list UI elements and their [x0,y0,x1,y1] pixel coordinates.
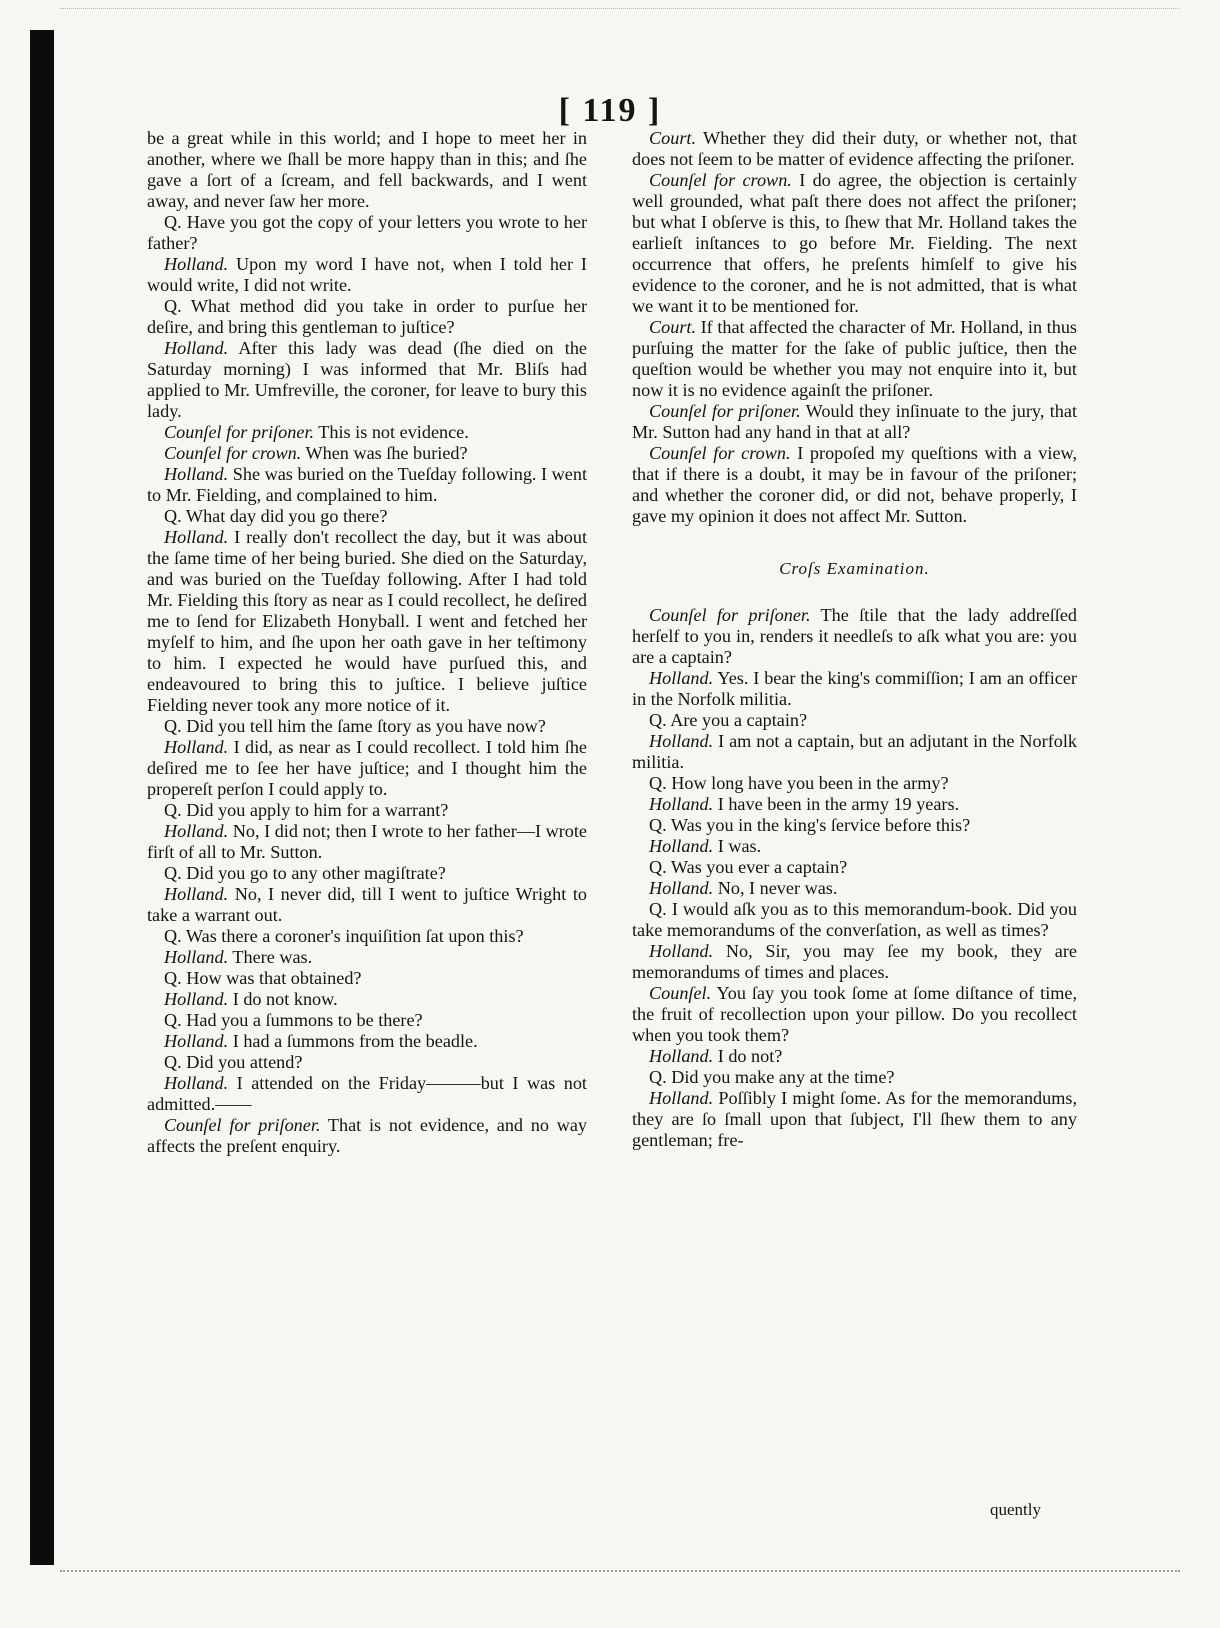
paragraph [147,527,587,716]
paragraph-text: Did you attend? [186,1052,303,1072]
paragraph [147,1010,587,1031]
speaker-label: Q. [164,296,182,316]
paragraph [632,815,1077,836]
speaker-label: Q. [649,815,667,835]
paragraph [147,737,587,800]
speaker-label: Holland. [164,254,229,274]
paragraph [632,317,1077,401]
paragraph [147,884,587,926]
speaker-label: Q. [164,212,182,232]
paragraph [147,212,587,254]
speaker-label: Holland. [649,1088,714,1108]
page-number: [ 119 ] [558,92,662,129]
paragraph-text: Had you a ſummons to be there? [186,1010,423,1030]
speaker-label: Holland. [649,1046,714,1066]
paragraph [632,170,1077,317]
paragraph-text: She was buried on the Tueſday following. I went to Mr. Fielding, and complained to him. [147,464,588,505]
speaker-label: Q. [164,506,182,526]
speaker-label: Holland. [649,836,714,856]
paragraph-text: I have been in the army 19 years. [717,794,960,814]
paragraph [147,443,587,464]
paragraph-text: If that affected the character of Mr. Holland, in thus purſuing the matter for the ſake of public juſtice, then the queſtion would be whether you may not enquire into it, but now it is no evidence againſt the priſoner. [632,317,1077,400]
paragraph-text: I had a ſummons from the beadle. [232,1031,478,1051]
paragraph-text: No, I did not; then I wrote to her father—I wrote firſt of all to Mr. Sutton. [147,821,588,862]
paragraph-text: I attended on the Friday———but I was not admitted.—— [147,1073,587,1114]
speaker-label: Counſel for crown. [649,443,791,463]
paragraph-text: When was ſhe buried? [305,443,468,463]
paragraph [632,443,1077,527]
paragraph [632,668,1077,710]
speaker-label: Holland. [649,941,714,961]
paragraph [632,1067,1077,1088]
speaker-label: Holland. [164,884,229,904]
speaker-label: Court. [649,128,696,148]
paragraph [147,338,587,422]
right-column-lower [632,605,1077,1151]
speaker-label: Q. [649,773,667,793]
paragraph-text: I do agree, the objection is certainly well grounded, what paſt there does not affect the priſoner; but what I obſerve is this, to ſhew that Mr. Holland takes the earlieſt inſtances to go before Mr. Fielding. The next occurrence that offers, he preſents himſelf to give his evidence to the coroner, and he is not admitted, that is what we want it to be mentioned for. [632,170,1078,316]
paragraph [632,857,1077,878]
speaker-label: Holland. [164,1073,229,1093]
paragraph [632,710,1077,731]
right-column-upper [632,128,1077,527]
speaker-label: Q. [649,899,667,919]
paragraph-text: Would they inſinuate to the jury, that Mr. Sutton had any hand in that at all? [632,401,1078,442]
paragraph [632,899,1077,941]
paragraph-text: Poſſibly I might ſome. As for the memorandums, they are ſo ſmall upon that ſubject, I'll ſhew them to any gentleman; fre- [632,1088,1078,1150]
paragraph [147,989,587,1010]
speaker-label: Holland. [164,527,229,547]
speaker-label: Holland. [164,821,229,841]
paragraph [147,1073,587,1115]
paragraph-text: Did you make any at the time? [671,1067,895,1087]
paragraph [147,422,587,443]
paragraph-text: After this lady was dead (ſhe died on the Saturday morning) I was informed that Mr. Bliſs had applied to Mr. Umfreville, the coroner, for leave to bury this lady. [147,338,587,421]
paragraph [632,401,1077,443]
paragraph [632,983,1077,1046]
paragraph-text: Was you ever a captain? [670,857,848,877]
speaker-label: Counſel for priſoner. [649,605,811,625]
paragraph-text: I do not know. [232,989,338,1009]
paragraph-text: Did you apply to him for a warrant? [186,800,449,820]
speaker-label: Holland. [164,338,229,358]
speaker-label: Holland. [649,668,714,688]
paragraph [147,821,587,863]
paragraph [632,128,1077,170]
paragraph [147,800,587,821]
paragraph [632,731,1077,773]
paragraph-text: There was. [232,947,313,967]
paragraph [147,128,587,212]
paragraph [147,506,587,527]
speaker-label: Counſel for priſoner. [164,1115,321,1135]
scan-noise-top [60,8,1180,11]
paragraph-text: No, Sir, you may ſee my book, they are memorandums of times and places. [632,941,1077,982]
paragraph [632,605,1077,668]
paragraph [147,716,587,737]
speaker-label: Holland. [649,878,714,898]
paragraph [147,947,587,968]
paragraph-text: Whether they did their duty, or whether not, that does not ſeem to be matter of evidence affecting the priſoner. [632,128,1077,169]
paragraph-text: You ſay you took ſome at ſome diſtance of time, the fruit of recollection upon your pillow. Do you recollect when you took them? [632,983,1078,1045]
catchword: quently [990,1500,1041,1519]
paragraph [147,926,587,947]
speaker-label: Q. [164,716,182,736]
speaker-label: Q. [164,1052,182,1072]
speaker-label: Q. [164,926,182,946]
speaker-label: Counſel for crown. [649,170,792,190]
paragraph-text: The ſtile that the lady addreſſed herſelf to you in, renders it needleſs to aſk what you are: you are a captain? [632,605,1077,667]
paragraph [632,878,1077,899]
paragraph-text: be a great while in this world; and I hope to meet her in another, where we ſhall be more happy than in this; and ſhe gave a ſort of a ſcream, and fell backwards, and I went away, and never ſaw her more. [147,128,587,211]
paragraph [632,1046,1077,1067]
book-binding-edge [30,30,54,1565]
paragraph [632,794,1077,815]
paragraph-text: Did you tell him the ſame ſtory as you have now? [186,716,546,736]
speaker-label: Counſel for priſoner. [649,401,801,421]
speaker-label: Holland. [649,731,714,751]
paragraph-text: What method did you take in order to purſue her deſire, and bring this gentleman to juſtice? [147,296,587,337]
paragraph-text: Was there a coroner's inquiſition ſat upon this? [185,926,524,946]
paragraph [147,1115,587,1157]
speaker-label: Q. [164,1010,182,1030]
paragraph-text: Was you in the king's ſervice before this? [670,815,971,835]
paragraph-text: No, I never was. [717,878,838,898]
paragraph [632,836,1077,857]
paragraph-text: Did you go to any other magiſtrate? [186,863,446,883]
paragraph [147,1052,587,1073]
speaker-label: Counſel. [649,983,712,1003]
speaker-label: Q. [164,968,182,988]
paragraph-text: What day did you go there? [185,506,388,526]
paragraph [632,773,1077,794]
speaker-label: Q. [164,800,182,820]
paragraph-text: How was that obtained? [186,968,362,988]
paragraph-text: Yes. I bear the king's commiſſion; I am an officer in the Norfolk militia. [632,668,1077,709]
speaker-label: Holland. [164,1031,229,1051]
paragraph-text: I propoſed my queſtions with a view, that if there is a doubt, it may be in favour of the priſoner; and whether the coroner did, or did not, behave properly, I gave my opinion it does not affect Mr. Sutton. [632,443,1078,526]
paragraph-text: I do not? [717,1046,783,1066]
paragraph [147,968,587,989]
speaker-label: Holland. [164,947,229,967]
speaker-label: Counſel for crown. [164,443,302,463]
speaker-label: Holland. [164,989,229,1009]
speaker-label: Holland. [649,794,714,814]
paragraph [147,863,587,884]
paragraph-text: I would aſk you as to this memorandum-book. Did you take memorandums of the converſation, as well as times? [632,899,1077,940]
paragraph [147,464,587,506]
speaker-label: Holland. [164,737,229,757]
paragraph-text: I was. [717,836,762,856]
speaker-label: Holland. [164,464,229,484]
speaker-label: Q. [164,863,182,883]
paragraph [147,1031,587,1052]
speaker-label: Q. [649,1067,667,1087]
left-column [147,128,587,1157]
paragraph-text: That is not evidence, and no way affects the preſent enquiry. [147,1115,587,1156]
paragraph-text: Are you a captain? [670,710,808,730]
paragraph-text: I really don't recollect the day, but it was about the ſame time of her being buried. She died on the Saturday, and was buried on the Tueſday following. After I had told Mr. Fielding this ſtory as near as I could recollect, he deſired me to ſend for Elizabeth Honyball. I went and fetched her myſelf to him, and ſhe upon her oath gave in her teſtimony to him. I expected he would have purſued this, and endeavoured to bring this to juſtice. I believe juſtice Fielding never took any more notice of it. [147,527,587,715]
paragraph [632,941,1077,983]
scan-noise-bottom [60,1570,1180,1574]
speaker-label: Q. [649,857,667,877]
section-heading: Croſs Examination. [779,559,930,578]
paragraph [147,254,587,296]
paragraph [147,296,587,338]
speaker-label: Q. [649,710,667,730]
paragraph-text: Upon my word I have not, when I told her I would write, I did not write. [147,254,587,295]
paragraph-text: Have you got the copy of your letters you wrote to her father? [147,212,588,253]
paragraph-text: This is not evidence. [318,422,469,442]
paragraph-text: I am not a captain, but an adjutant in the Norfolk militia. [632,731,1078,772]
speaker-label: Court. [649,317,696,337]
paragraph-text: I did, as near as I could recollect. I told him ſhe deſired me to ſee her have juſtice; and I thought him the propereſt perſon I could apply to. [147,737,588,799]
paragraph [632,1088,1077,1151]
speaker-label: Counſel for priſoner. [164,422,315,442]
paragraph-text: No, I never did, till I went to juſtice Wright to take a warrant out. [147,884,587,925]
paragraph-text: How long have you been in the army? [671,773,949,793]
right-column [632,128,1077,1151]
